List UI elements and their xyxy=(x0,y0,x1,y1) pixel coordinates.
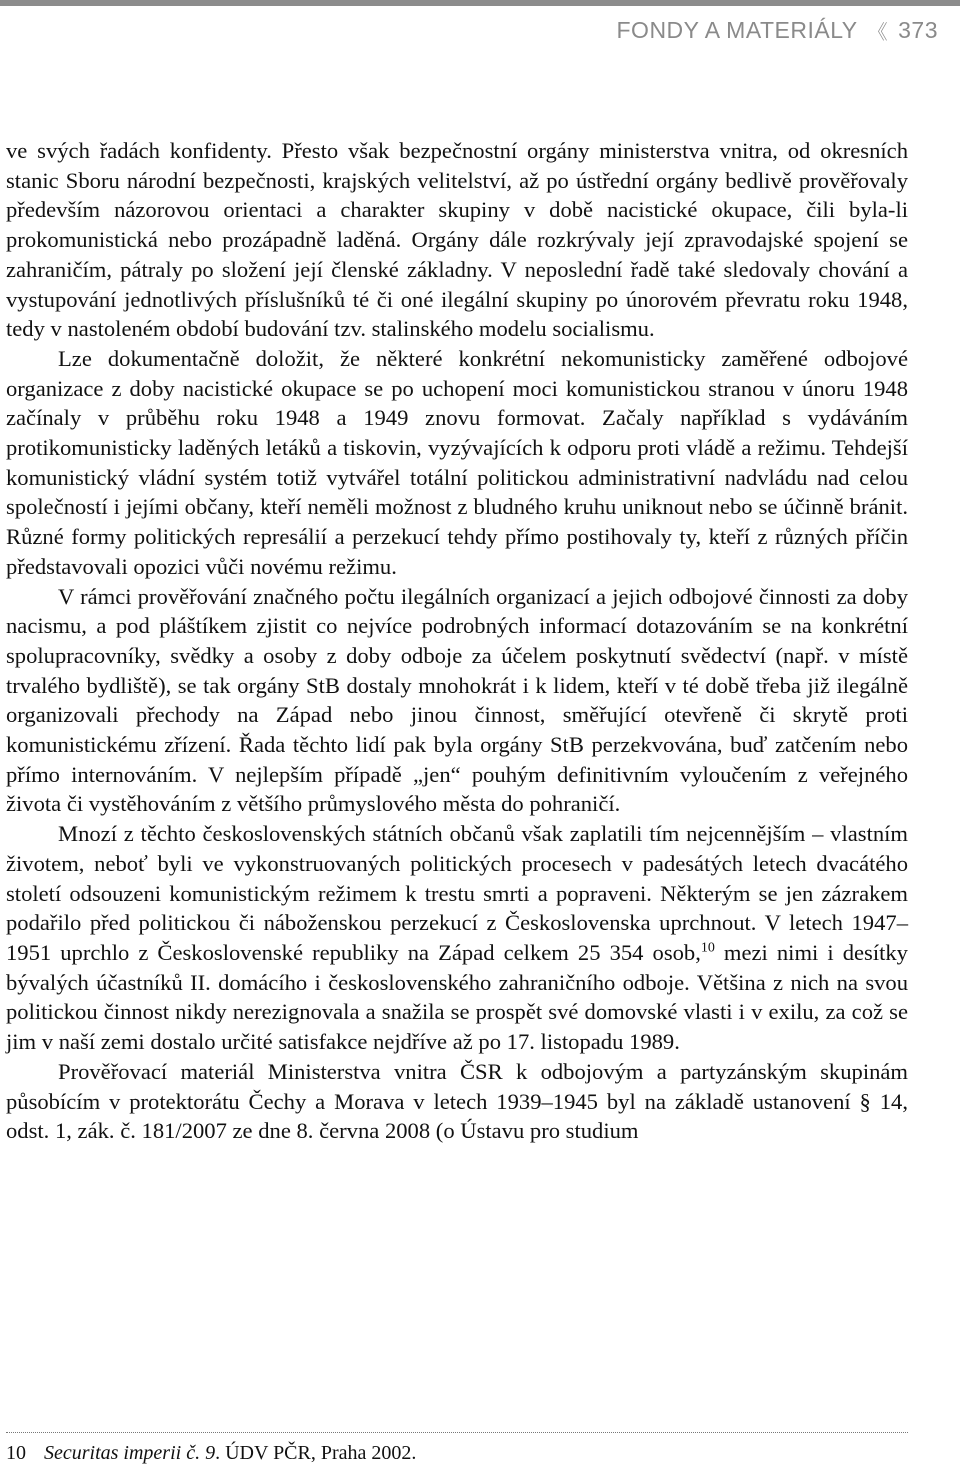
running-header xyxy=(617,14,939,46)
page-number: 373 xyxy=(898,16,938,43)
footnote xyxy=(6,1440,416,1466)
footnote-divider xyxy=(6,1432,908,1433)
paragraph-4-part-2: mezi nimi i desítky bývalých účastníků II. domácího i československého zahraničního odboje. Většina z nich na svou politickou činnost nikdy nerezignovala a snažila se prospět své domovské vlasti i v exilu, za což se jim v naší zemi dostalo určité satisfakce nejdříve až po 17. listopadu 1989. xyxy=(6,939,908,1055)
footnote-source-rest: . ÚDV PČR, Praha 2002. xyxy=(215,1442,417,1464)
paragraph-5: Prověřovací materiál Ministerstva vnitra ČSR k odbojovým a partyzánským skupinám působícím v protektorátu Čechy a Morava v letech 1939–1945 byl na základě ustanovení § 14, odst. 1, zák. č. 181/2007 ze dne 8. června 2008 (o Ústavu pro studium xyxy=(6,1058,908,1144)
footnote-text xyxy=(44,1440,416,1466)
paragraph-2: Lze dokumentačně doložit, že některé konkrétní nekomunisticky zaměřené odbojové organizace z doby nacistické okupace se po uchopení moci komunistickou stranou v únoru 1948 začínaly v průběhu roku 1948 a 1949 znovu formovat. Začaly například s vydáváním protikomunisticky laděných letáků a tiskovin, vyzývajících k odporu proti vládě a režimu. Tehdejší komunistický vládní systém totiž vytvářel totální politickou administrativní nadvládu nad celou společností i jejími občany, kteří neměli možnost z bludného kruhu uniknout nebo se účinně bránit. Různé formy politických represálií a perzekucí tehdy přímo postihovaly ty, kteří z různých příčin představovali opozici vůči novému režimu. xyxy=(6,345,908,579)
chevron-left-icon: 《 xyxy=(867,21,889,44)
footnote-source-title: Securitas imperii č. 9 xyxy=(44,1442,216,1464)
paragraph-1: ve svých řadách konfidenty. Přesto však bezpečnostní orgány ministerstva vnitra, od okresních stanic Sboru národní bezpečnosti, krajských velitelství, až po ústřední orgány bedlivě prověřovaly především názorovou orientaci a charakter skupiny v době nacistické okupace, čili byla-li prokomunistická nebo prozápadně laděná. Orgány dále rozkrývaly její zpravodajské spojení se zahraničím, pátraly po složení její členské základny. V neposlední řadě také sledovaly chování a vystupování jednotlivých příslušníků té či oné ilegální skupiny po únorovém převratu roku 1948, tedy v nastoleném období budování tzv. stalinského modelu socialismu. xyxy=(6,138,908,342)
footnote-number: 10 xyxy=(6,1442,26,1464)
article-body xyxy=(6,136,908,1146)
paragraph-3: V rámci prověřování značného počtu ilegálních organizací a jejich odbojové činnosti za doby nacismu, a pod pláštíkem zjistit co nejvíce podrobných informací dotazováním se na konkrétní spolupracovníky, svědky a osoby z doby odboje za účelem poskytnutí svědectví (např. v místě trvalého bydliště), se tak orgány StB dostaly mnohokrát i k lidem, kteří v té době třeba již ilegálně organizovali přechody na Západ nebo jinou činnost, směřující otevřeně či skrytě proti komunistickému zřízení. Řada těchto lidí pak byla orgány StB perzekvována, buď zatčením nebo přímo internováním. V nejlepším případě „jen“ pouhým definitivním vyloučením z veřejného života či vystěhováním z většího průmyslového města do pohraničí. xyxy=(6,583,908,817)
paragraph-4-part-1: Mnozí z těchto československých státních občanů však zaplatili tím nejcennějším – vlastním životem, neboť byli ve vykonstruovaných politických procesech v padesátých letech dvacátého století odsouzeni komunistickým režimem k trestu smrti a popraveni. Některým se jen zázrakem podařilo před politickou či náboženskou perzekucí z Československa uprchnout. V letech 1947–1951 uprchlo z Československé republiky na Západ celkem 25 354 osob, xyxy=(6,821,908,965)
paragraph-4 xyxy=(6,819,908,1057)
footnote-reference[interactable]: 10 xyxy=(700,940,715,956)
header-rule xyxy=(0,0,960,6)
section-title: FONDY A MATERIÁLY xyxy=(616,16,858,43)
